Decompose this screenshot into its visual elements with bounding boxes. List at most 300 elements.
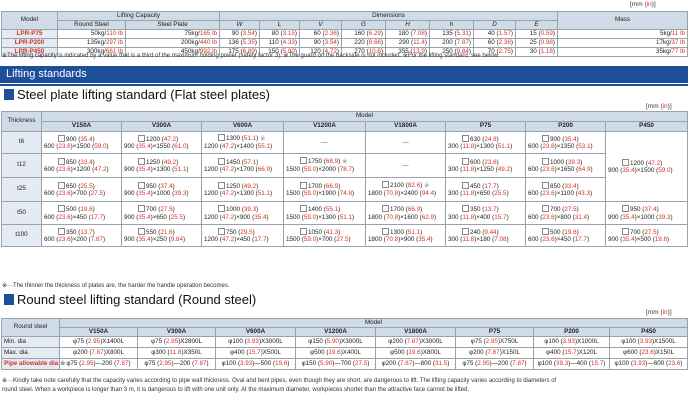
- plate-model-V600A: V600A: [202, 122, 284, 132]
- plate-cell-top: 1250 (49.2): [204, 182, 281, 190]
- inch-value: 19.6: [328, 348, 341, 356]
- plate-cell-top: 1050 (41.3): [286, 228, 363, 236]
- plate-cell-bottom: 600 (23.6)×800 (31.4): [528, 213, 590, 221]
- inch-value: 5.90: [282, 47, 295, 55]
- plate-cell-top: 1750 (68.9) ※: [286, 157, 363, 166]
- round-label-cell: Pipe allowable dia ※: [2, 359, 60, 370]
- inch-value: 31.5: [435, 359, 448, 367]
- inch-value: 35.4: [418, 236, 431, 243]
- unit-label-mid: [mm (in)]: [646, 103, 672, 110]
- inch-value: 59.0: [303, 190, 317, 197]
- plate-thickness-cell: t12: [2, 154, 42, 178]
- plate-cell-top: 700 (27.5): [124, 205, 199, 213]
- unit-label-bottom: [mm (in)]: [646, 309, 672, 316]
- inch-value: 35.4: [138, 190, 151, 197]
- round-cell: φ100 (3.93)X3000L: [216, 337, 296, 348]
- square-icon: [138, 158, 145, 165]
- spec-dim-cell: 290 (11.4): [386, 39, 430, 48]
- inch-value: 35.4: [622, 213, 635, 221]
- inch-value: 70.8: [385, 213, 399, 221]
- spec-round-cell: 135kg/297 lb: [58, 39, 126, 48]
- inch-value: 23.6: [542, 166, 555, 173]
- spec-dim-cell: 250 (9.84): [430, 48, 474, 57]
- square-icon: [58, 228, 65, 235]
- inch-value: 7.87: [194, 359, 207, 367]
- inch-value: 24.8: [484, 135, 497, 143]
- inch-value: 23.6: [542, 236, 555, 243]
- round-cell: φ400 (15.7)X120L: [534, 348, 610, 359]
- inch-value: 21.6: [160, 228, 173, 236]
- inch-value: 165 lb: [199, 29, 217, 37]
- inch-value: 9.44: [484, 228, 497, 236]
- inch-value: 39.3: [567, 158, 581, 166]
- round-note-2: round steel. When a workpiece is longer than 3 m, it is dangerous to lift with one unit only. At the maximum diameter, workpieces shorter than the attractive face cannot be lifted.: [2, 387, 470, 393]
- inch-value: 17.7: [90, 213, 104, 221]
- spec-plate-cell: 450kg/992 lb: [126, 48, 220, 57]
- plate-cell: [284, 202, 366, 225]
- spec-header-dim-E: E: [516, 21, 558, 30]
- plate-cell-top: 900 (35.4): [44, 135, 119, 143]
- plate-cell: [606, 225, 688, 247]
- inch-value: 19.6: [275, 359, 288, 367]
- plate-cell: [284, 154, 366, 178]
- inch-value: 110 lb: [106, 29, 123, 37]
- inch-value: 51.1: [174, 166, 187, 173]
- round-cell: φ75 (2.95)X2800L: [138, 337, 216, 348]
- inch-value: 6.89: [242, 47, 255, 55]
- inch-value: 23.6: [641, 348, 654, 356]
- inch-value: 51.1: [407, 228, 421, 236]
- round-cell: φ100 (3.93)X1500L: [610, 337, 688, 348]
- spec-dim-cell: 355 (13.9): [386, 48, 430, 57]
- inch-value: 4.33: [282, 38, 295, 46]
- inch-value: 5.90: [326, 337, 339, 345]
- plate-cell: [122, 154, 202, 178]
- inch-value: 23.6: [58, 166, 71, 173]
- plate-cell-bottom: 600 (23.6)×1350 (53.1): [528, 143, 593, 150]
- plate-cell-bottom: 600 (23.6)×450 (17.7): [44, 213, 106, 221]
- plate-cell-bottom: 900 (35.4)×1550 (61.0): [124, 143, 189, 150]
- square-icon: [382, 205, 389, 212]
- plate-cell-bottom: 1200 (47.2)×900 (35.4): [204, 213, 269, 221]
- spec-dim-cell: 90 (3.54): [300, 39, 342, 48]
- plate-thickness-cell: t6: [2, 132, 42, 154]
- round-model-V1800A: V1800A: [376, 328, 456, 337]
- inch-value: 66.9: [325, 182, 339, 190]
- inch-value: 47.2: [221, 143, 235, 151]
- plate-cell-top: 1000 (39.3): [204, 205, 281, 213]
- spec-note: ※The lifting capacity is indicated by a value that is a third of the maximum holding power (safety factor 3). ※The guard on the backside is not included. ※For the lifting standard, see below.: [2, 53, 500, 59]
- inch-value: 11.8: [462, 166, 475, 173]
- plate-cell-top: 450 (17.7): [448, 182, 523, 190]
- spec-header-dim-L: L: [260, 21, 300, 30]
- plate-model-P200: P200: [526, 122, 606, 132]
- square-icon: [622, 159, 629, 166]
- inch-value: 0.98: [540, 38, 553, 46]
- inch-value: 1.18: [540, 47, 553, 55]
- plate-cell-bottom: 1200 (47.2)×1400 (55.1): [204, 143, 273, 151]
- inch-value: 47.2: [221, 236, 235, 243]
- inch-value: 11.8: [462, 236, 475, 243]
- inch-value: 66.9: [257, 166, 271, 173]
- plate-cell: [366, 178, 446, 202]
- square-icon: [542, 205, 549, 212]
- plate-cell: [526, 178, 606, 202]
- round-cell: φ75 (2.95)—200 (7.87): [456, 359, 534, 370]
- inch-value: 23.6: [542, 213, 555, 221]
- spec-row: [2, 30, 688, 39]
- plate-cell-top: 2100 (82.6) ※: [368, 181, 443, 190]
- plate-cell: [606, 132, 688, 202]
- inch-value: 2.95: [165, 337, 179, 345]
- inch-value: 11.4: [413, 38, 425, 46]
- inch-value: 7.08: [494, 236, 507, 243]
- plate-cell: [42, 202, 122, 225]
- inch-value: 57.1: [243, 158, 257, 166]
- plate-model-V1800A: V1800A: [366, 122, 446, 132]
- plate-cell-top: 1000 (39.3): [528, 158, 603, 166]
- inch-value: 23.6: [542, 143, 555, 150]
- inch-value: 17.7: [254, 236, 267, 243]
- inch-value: 47.2: [221, 190, 235, 197]
- plate-cell: [202, 225, 284, 247]
- plate-cell: [42, 178, 122, 202]
- inch-value: 39.3: [658, 213, 671, 221]
- inch-value: 94.4: [421, 190, 435, 198]
- round-cell: φ500 (19.6)X800L: [376, 348, 456, 359]
- inch-value: 661 lb: [105, 47, 123, 55]
- plate-cell-top: 1300 (51.1): [368, 228, 443, 236]
- round-cell: φ200 (7.87)X150L: [456, 348, 534, 359]
- inch-value: 55.1: [257, 143, 271, 151]
- plate-note: ※···The thinner the thickness of plates are, the harder the handle operation becomes.: [2, 283, 230, 289]
- inch-value: 2.95: [87, 337, 101, 345]
- inch-value: 35.4: [564, 135, 577, 143]
- plate-cell-bottom: 1200 (47.2)×1300 (51.1): [204, 190, 273, 197]
- plate-cell-bottom: 1800 (70.8)×2400 (94.4): [368, 190, 437, 198]
- inch-value: 35.4: [80, 135, 93, 143]
- inch-value: 35.4: [138, 236, 151, 243]
- plate-cell-top: 1300 (51.1) ※: [204, 134, 281, 143]
- inch-value: 297 lb: [105, 38, 123, 46]
- spec-header-model: Model: [2, 12, 58, 30]
- inch-value: 17.7: [484, 182, 497, 190]
- note-mark: ※: [260, 136, 266, 143]
- spec-mass-cell: 35kg/77 lb: [558, 48, 688, 57]
- inch-value: 15.7: [564, 348, 577, 356]
- spec-mass-cell: 17kg/37 lb: [558, 39, 688, 48]
- round-cell: φ100 (3.93)X1000L: [534, 337, 610, 348]
- inch-value: 3.54: [324, 38, 337, 46]
- inch-value: 47.2: [221, 166, 235, 173]
- round-cell: φ300 (11.8)X350L: [138, 348, 216, 359]
- plate-cell-bottom: 1200 (47.2)×450 (17.7): [204, 236, 269, 243]
- spec-plate-cell: 75kg/165 lb: [126, 30, 220, 39]
- spec-table: [1, 11, 688, 57]
- inch-value: 37 lb: [671, 38, 686, 46]
- inch-value: 17.7: [574, 236, 588, 243]
- heading-square-icon: [4, 89, 14, 100]
- round-model-V150A: V150A: [60, 328, 138, 337]
- square-icon: [138, 205, 145, 212]
- plate-cell-bottom: 600 (23.6)×200 (7.87): [44, 236, 106, 243]
- spec-model-cell: LPR-P450: [2, 48, 58, 57]
- plate-cell-bottom: 900 (35.4)×500 (19.6): [608, 236, 670, 243]
- inch-value: 23.6: [58, 190, 71, 197]
- inch-value: 11.8: [462, 143, 475, 150]
- inch-value: 19.6: [408, 348, 421, 356]
- plate-cell: [122, 132, 202, 154]
- plate-cell-top: 350 (13.7): [44, 228, 119, 236]
- spec-dim-cell: 220 (8.66): [342, 39, 386, 48]
- plate-cell: [42, 154, 122, 178]
- plate-cell-top: 700 (27.5): [528, 205, 603, 213]
- plate-cell: [606, 202, 688, 225]
- plate-model-V1200A: V1200A: [284, 122, 366, 132]
- plate-cell-top: 750 (29.5): [204, 228, 281, 236]
- inch-value: 70.8: [385, 236, 399, 243]
- plate-row: [2, 178, 688, 202]
- round-model-V1200A: V1200A: [296, 328, 376, 337]
- plate-cell: [366, 225, 446, 247]
- round-model-P450: P450: [610, 328, 688, 337]
- plate-cell: [446, 225, 526, 247]
- inch-value: 39.3: [556, 359, 569, 367]
- inch-value: 7.87: [91, 348, 104, 356]
- square-icon: [622, 205, 629, 212]
- plate-cell-top: 550 (21.6): [124, 228, 199, 236]
- spec-header-dim-H: H: [386, 21, 430, 30]
- plate-row: [2, 154, 688, 178]
- square-icon: [382, 228, 389, 235]
- plate-cell-bottom: 1200 (47.2)×1700 (66.9): [204, 166, 273, 173]
- spec-header-dim-G: G: [342, 21, 386, 30]
- square-icon: [462, 228, 469, 235]
- inch-value: 11.8: [462, 213, 475, 221]
- plate-table: [1, 111, 688, 247]
- spec-dim-cell: 136 (5.35): [220, 39, 260, 48]
- plate-heading: Steel plate lifting standard (Flat steel plates): [4, 87, 270, 102]
- inch-value: 2.95: [477, 359, 490, 367]
- inch-value: 9.84: [170, 236, 184, 243]
- inch-value: 3.93: [639, 337, 652, 345]
- plate-cell: [366, 132, 446, 154]
- inch-value: 11.8: [462, 190, 475, 197]
- inch-value: 8.66: [368, 38, 381, 46]
- round-header-model: Model: [60, 319, 688, 328]
- plate-cell: [202, 178, 284, 202]
- inch-value: 15.7: [248, 348, 261, 356]
- spec-header-round: Round Steel: [58, 21, 126, 30]
- square-icon: [300, 182, 307, 189]
- round-table: [1, 318, 688, 370]
- spec-header-capacity: Lifting Capacity: [58, 12, 220, 21]
- plate-cell-bottom: 1800 (70.8)×900 (35.4): [368, 236, 433, 243]
- spec-row: [2, 39, 688, 48]
- inch-value: 31.4: [574, 213, 588, 221]
- inch-value: 23.6: [542, 190, 555, 197]
- spec-dim-cell: 175 (6.89): [220, 48, 260, 57]
- plate-cell: [366, 202, 446, 225]
- plate-cell-bottom: 900 (35.4)×1500 (59.0): [608, 167, 673, 174]
- note-mark: ※: [424, 183, 430, 190]
- spec-header-plate: Steel Plate: [126, 21, 220, 30]
- plate-cell-bottom: 900 (35.4)×1300 (51.1): [124, 166, 189, 173]
- inch-value: 7.87: [400, 359, 413, 367]
- inch-value: 23.6: [668, 359, 681, 367]
- inch-value: 5.31: [456, 29, 469, 37]
- inch-value: 7.87: [116, 359, 129, 367]
- round-cell: φ200 (7.87)—800 (31.5): [376, 359, 456, 370]
- plate-cell-top: 630 (24.8): [448, 135, 523, 143]
- inch-value: 9.84: [456, 47, 469, 55]
- inch-value: 27.5: [336, 236, 349, 243]
- plate-cell-bottom: 600 (23.6)×700 (27.5): [44, 190, 106, 197]
- square-icon: [300, 205, 307, 212]
- plate-cell-top: 1400 (55.1): [286, 205, 363, 213]
- plate-cell-bottom: 300 (11.8)×1300 (51.1): [448, 143, 513, 150]
- spec-dim-cell: 30 (1.18): [516, 48, 558, 57]
- inch-value: 23.6: [58, 236, 71, 243]
- inch-value: 6.29: [368, 29, 381, 37]
- plate-cell: [526, 154, 606, 178]
- inch-value: 25.5: [170, 213, 184, 221]
- round-cell: φ400 (15.7)X500L: [216, 348, 296, 359]
- inch-value: 82.6: [407, 182, 421, 190]
- round-model-V600A: V600A: [216, 328, 296, 337]
- plate-cell-bottom: 1800 (70.8)×1600 (62.9): [368, 213, 437, 221]
- inch-value: 41.3: [325, 228, 339, 236]
- inch-value: 3.15: [282, 29, 295, 37]
- plate-model-V300A: V300A: [122, 122, 202, 132]
- inch-value: 59.0: [658, 167, 671, 174]
- unit-label-top: [mm (in)]: [630, 1, 656, 8]
- inch-value: 33.4: [564, 182, 577, 190]
- plate-cell-top: 350 (13.7): [448, 205, 523, 213]
- plate-cell-bottom: 1500 (59.0)×700 (27.5): [286, 236, 351, 243]
- square-icon: [138, 135, 145, 142]
- inch-value: 68.9: [325, 158, 339, 166]
- spec-plate-cell: 200kg/440 lb: [126, 39, 220, 48]
- inch-value: 2.75: [498, 47, 511, 55]
- plate-thickness-cell: t50: [2, 202, 42, 225]
- plate-row: [2, 225, 688, 247]
- round-cell: φ150 (5.90)X3000L: [296, 337, 376, 348]
- inch-value: 74.8: [339, 190, 353, 197]
- inch-value: 23.6: [58, 213, 71, 221]
- spec-header-mass: Mass: [558, 12, 688, 30]
- round-cell: φ75 (2.95)X1400L: [60, 337, 138, 348]
- section-title: Lifting standards: [6, 68, 87, 80]
- plate-cell: [122, 202, 202, 225]
- inch-value: 47.2: [221, 213, 235, 221]
- inch-value: 59.0: [303, 166, 317, 174]
- spec-dim-cell: 150 (5.90): [260, 48, 300, 57]
- inch-value: 2.36: [498, 38, 511, 46]
- square-icon: [542, 228, 549, 235]
- plate-cell: [284, 225, 366, 247]
- plate-cell: [122, 225, 202, 247]
- spec-dim-cell: 40 (1.57): [474, 30, 516, 39]
- inch-value: 7.87: [512, 359, 525, 367]
- plate-cell-bottom: 600 (23.6)×450 (17.7): [528, 236, 590, 243]
- square-icon: [462, 182, 469, 189]
- inch-value: 25.5: [494, 190, 507, 197]
- square-icon: [300, 157, 307, 164]
- plate-cell: [446, 132, 526, 154]
- round-cell: φ75 (2.95)—200 (7.87): [138, 359, 216, 370]
- dash-mark: —: [321, 138, 328, 146]
- inch-value: 23.6: [484, 158, 497, 166]
- plate-cell-top: 500 (19.6): [44, 205, 119, 213]
- plate-cell-bottom: 1500 (59.0)×1900 (74.8): [286, 190, 355, 197]
- round-model-V300A: V300A: [138, 328, 216, 337]
- round-row: [2, 348, 688, 359]
- plate-cell-bottom: 300 (11.8)×400 (15.7): [448, 213, 509, 221]
- plate-cell-top: 500 (19.6): [528, 228, 603, 236]
- inch-value: 49.2: [497, 166, 511, 173]
- plate-cell: [202, 202, 284, 225]
- inch-value: 35.4: [254, 213, 267, 221]
- plate-cell: [446, 202, 526, 225]
- round-cell: φ100 (3.93)—500 (19.6): [216, 359, 296, 370]
- inch-value: 19.6: [564, 228, 577, 236]
- plate-cell-top: 1250 (49.2): [124, 158, 199, 166]
- plate-thickness-cell: t25: [2, 178, 42, 202]
- inch-value: 47.2: [163, 135, 177, 143]
- inch-value: 37.4: [644, 206, 657, 214]
- square-icon: [218, 134, 225, 141]
- plate-cell-top: 1700 (66.9): [286, 182, 363, 190]
- inch-value: 59.0: [303, 213, 317, 221]
- inch-value: 51.1: [257, 190, 271, 197]
- inch-value: 13.7: [80, 228, 93, 236]
- plate-cell-bottom: 900 (35.4)×1000 (39.3): [124, 190, 189, 197]
- inch-value: 29.5: [240, 228, 253, 236]
- round-cell: φ100 (3.93)—600 (23.6): [610, 359, 688, 370]
- dash-mark: —: [402, 138, 409, 146]
- plate-model-P450: P450: [606, 122, 688, 132]
- inch-value: 3.93: [562, 337, 575, 345]
- plate-cell: [202, 154, 284, 178]
- square-icon: [462, 205, 469, 212]
- plate-cell-top: 1200 (47.2): [124, 135, 199, 143]
- square-icon: [58, 182, 65, 189]
- round-cell: φ500 (19.6)X400L: [296, 348, 376, 359]
- spec-dim-cell: 60 (2.36): [300, 30, 342, 39]
- inch-value: 11.8: [169, 348, 182, 356]
- inch-value: 35.4: [138, 213, 151, 221]
- inch-value: 992 lb: [199, 47, 217, 55]
- spec-dim-cell: 180 (7.08): [386, 30, 430, 39]
- plate-cell: [446, 154, 526, 178]
- inch-value: 37.4: [160, 182, 173, 190]
- inch-value: 7.87: [406, 337, 419, 345]
- spec-header-dim-D: D: [474, 21, 516, 30]
- plate-cell: [284, 178, 366, 202]
- inch-value: 27.5: [644, 228, 657, 236]
- spec-dim-cell: 120 (4.72): [300, 48, 342, 57]
- plate-cell-top: 650 (25.5): [44, 182, 119, 190]
- plate-cell-top: 700 (27.5): [608, 228, 685, 236]
- plate-thickness-cell: t100: [2, 225, 42, 247]
- round-cell: φ100 (39.3)—400 (15.7): [534, 359, 610, 370]
- plate-model-P75: P75: [446, 122, 526, 132]
- square-icon: [462, 158, 469, 165]
- spec-model-cell: LPR-P75: [2, 30, 58, 39]
- inch-value: 66.9: [407, 206, 421, 214]
- inch-value: 35.4: [138, 166, 151, 173]
